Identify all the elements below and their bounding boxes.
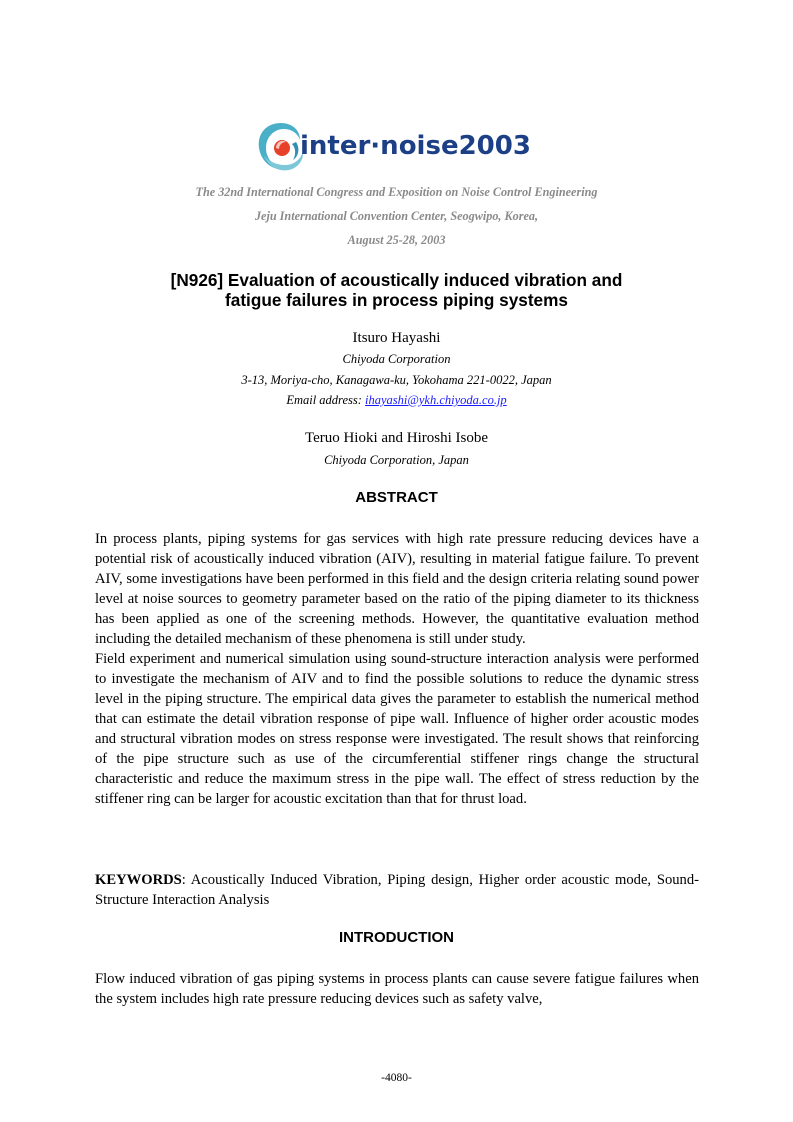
introduction-heading: INTRODUCTION xyxy=(339,929,454,946)
author-address: 3-13, Moriya-cho, Kanagawa-ku, Yokohama 221-0022, Japan xyxy=(241,373,552,387)
conference-logo xyxy=(256,120,546,176)
conference-venue: Jeju International Convention Center, Seogwipo, Korea, xyxy=(254,209,539,223)
paper-title-line-1: [N926] Evaluation of acoustically induced vibration and xyxy=(170,270,623,290)
conference-name: The 32nd International Congress and Exposition on Noise Control Engineering xyxy=(195,185,598,199)
coauthor-names: Teruo Hioki and Hiroshi Isobe xyxy=(304,430,489,446)
author-email-line xyxy=(0,393,793,408)
introduction-paragraph-1: Flow induced vibration of gas piping systems in process plants can cause severe fatigue failures when the system includes high rate pressure reducing devices such as safety valve, xyxy=(95,971,699,1007)
conference-dates: August 25-28, 2003 xyxy=(347,233,446,247)
keywords-label: KEYWORDS xyxy=(95,872,182,888)
page-number: -4080- xyxy=(381,1072,412,1084)
email-label: Email address: xyxy=(286,393,362,407)
abstract-paragraph-2: Field experiment and numerical simulation using sound-structure interaction analysis were performed to investigate the mechanism of AIV and to find the possible solutions to reduce the dynamic stress level in the piping structure. The empirical data gives the parameter to establish the numerical method that can estimate the detail vibration response of pipe wall. Influence of higher order acoustic modes and structural vibration modes on stress response were investigated. The result shows that reinforcing of the pipe structure such as use of the circumferential stiffener rings change the structural characteristic and reduce the maximum stress in the pipe wall. The effect of stress reduction by the stiffener ring can be larger for acoustic excitation than that for thrust load. xyxy=(95,651,699,807)
keywords-text: : Acoustically Induced Vibration, Piping design, Higher order acoustic mode, Sound-Structure Interaction Analysis xyxy=(95,872,699,908)
abstract-heading: ABSTRACT xyxy=(355,489,438,506)
logo-wordmark: inter·noise2003 xyxy=(300,131,531,161)
coauthor-affiliation: Chiyoda Corporation, Japan xyxy=(324,453,469,467)
abstract-paragraph-1: In process plants, piping systems for gas services with high rate pressure reducing devices have a potential risk of acoustically induced vibration (AIV), resulting in material fatigue failure. To prevent AIV, some investigations have been performed in this field and the design criteria relating sound power level at noise sources to geometry parameter based on the ratio of the piping diameter to its thickness has been applied as one of the screening methods. However, the quantitative evaluation method including the detailed mechanism of these phenomena is still under study. xyxy=(95,531,699,647)
abstract-body xyxy=(95,529,699,809)
swirl-logo-icon xyxy=(256,120,306,174)
email-link[interactable]: ihayashi@ykh.chiyoda.co.jp xyxy=(365,393,507,407)
keywords-block xyxy=(95,870,699,910)
introduction-body xyxy=(95,969,699,1009)
author-affiliation: Chiyoda Corporation xyxy=(342,352,451,366)
paper-title-line-2: fatigue failures in process piping systems xyxy=(225,290,568,310)
author-name: Itsuro Hayashi xyxy=(352,330,441,346)
